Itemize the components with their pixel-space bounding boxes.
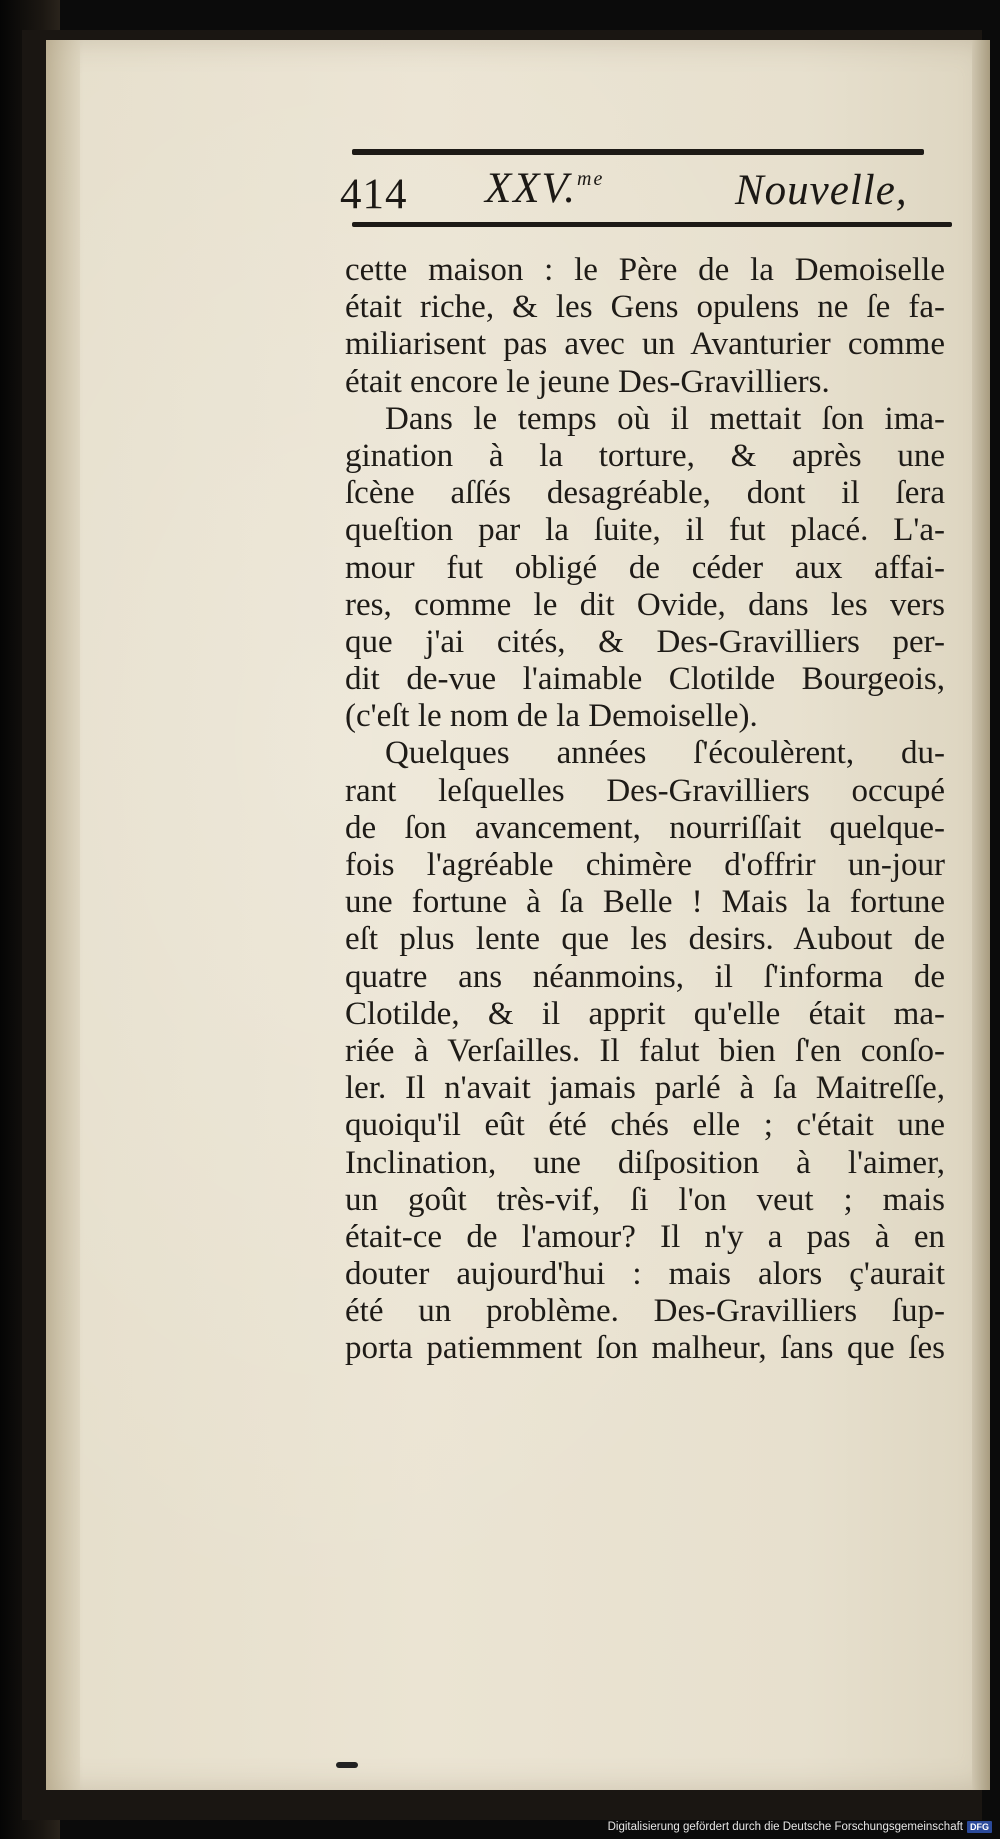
text-line: res, comme le dit Ovide, dans les vers (345, 586, 945, 623)
text-line: était encore le jeune Des-Gravilliers. (345, 363, 830, 400)
text-line: (c'eſt le nom de la Demoiselle). (345, 698, 758, 735)
text-line: Quelques années ſ'écoulèrent, du- (385, 735, 945, 772)
header-rule-top (352, 149, 924, 155)
text-line: Inclination, une diſposition à l'aimer, (345, 1144, 945, 1181)
running-head (340, 164, 950, 224)
text-line: gination à la torture, & après une (345, 437, 945, 474)
text-line: une fortune à ſa Belle ! Mais la fortune (345, 884, 945, 921)
page-fore-edge (972, 40, 990, 1790)
catchword-mark (336, 1762, 358, 1768)
credit-text: Digitalisierung gefördert durch die Deutsche Forschungsgemeinschaft (607, 1821, 963, 1833)
running-head-roman: XXV. (485, 165, 578, 212)
text-line: de ſon avancement, nourriſſait quelque- (345, 809, 945, 846)
running-head-subtitle: Nouvelle, (735, 167, 908, 214)
text-line: quatre ans néanmoins, il ſ'informa de (345, 958, 945, 995)
text-line: porta patiemment ſon malheur, ſans que ſes (345, 1330, 945, 1367)
text-line: queſtion par la ſuite, il fut placé. L'a- (345, 512, 945, 549)
body-text (345, 252, 945, 1368)
text-line: riée à Verſailles. Il falut bien ſ'en conſo- (345, 1032, 945, 1069)
text-line: eſt plus lente que les desirs. Aubout de (345, 921, 945, 958)
text-line: que j'ai cités, & Des-Gravilliers per- (345, 623, 945, 660)
text-line: quoiqu'il eût été chés elle ; c'était une (345, 1107, 945, 1144)
text-line: cette maison : le Père de la Demoiselle (345, 252, 945, 288)
text-line: ſcène aſſés desagréable, dont il ſera (345, 475, 945, 512)
text-line: douter aujourd'hui : mais alors ç'aurait (345, 1256, 945, 1293)
running-head-superscript: me (577, 168, 605, 190)
page-gutter (46, 40, 80, 1790)
dfg-logo: DFG (967, 1821, 992, 1833)
header-rule-bottom (352, 222, 952, 227)
text-line: dit de-vue l'aimable Clotilde Bourgeois, (345, 661, 945, 698)
digitization-credit (608, 1821, 992, 1833)
page-number: 414 (340, 171, 408, 218)
text-line: fois l'agréable chimère d'offrir un-jour (345, 847, 945, 883)
text-line: miliarisent pas avec un Avanturier comme (345, 326, 945, 363)
text-line: était-ce de l'amour? Il n'y a pas à en (345, 1218, 945, 1255)
running-head-title (485, 164, 604, 213)
text-line: un goût très-vif, ſi l'on veut ; mais (345, 1181, 945, 1218)
text-line: était riche, & les Gens opulens ne ſe fa- (345, 289, 945, 326)
text-line: Dans le temps où il mettait ſon ima- (385, 400, 945, 437)
text-line: mour fut obligé de céder aux affai- (345, 549, 945, 586)
text-line: Clotilde, & il apprit qu'elle était ma- (345, 995, 945, 1032)
text-line: rant leſquelles Des-Gravilliers occupé (345, 772, 945, 809)
text-line: ler. Il n'avait jamais parlé à ſa Maitreſſe, (345, 1070, 945, 1107)
text-line: été un problème. Des-Gravilliers ſup- (345, 1293, 945, 1330)
